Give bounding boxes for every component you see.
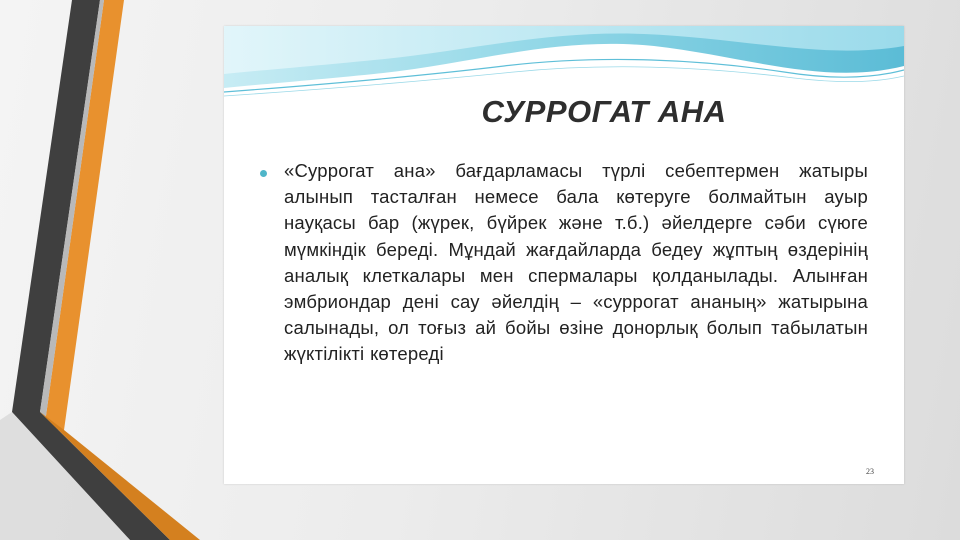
slide-body-text: «Суррогат ана» бағдарламасы түрлі себептермен жатыры алынып тасталған немесе бала көтеруге болмайтын ауыр науқасы бар (жүрек, бүйрек және т.б.) әйелдерге сәби сүюге мүмкіндік береді. Мұндай жағдайларда бедеу жұптың өздерінің аналық клеткалары мен спермалары қолданылады. Алынған эмбриондар дені сау әйелдің – «суррогат ананың» жатырына салынады, ол тоғыз ай бойы өзіне донорлық болып табылатын жүктілікті көтереді <box>284 160 868 365</box>
bullet-icon <box>260 170 267 177</box>
slide-title: СУРРОГАТ АНА <box>481 94 727 129</box>
page-number: 23 <box>866 467 874 476</box>
wave-header <box>224 26 904 101</box>
slide-content <box>224 26 904 484</box>
